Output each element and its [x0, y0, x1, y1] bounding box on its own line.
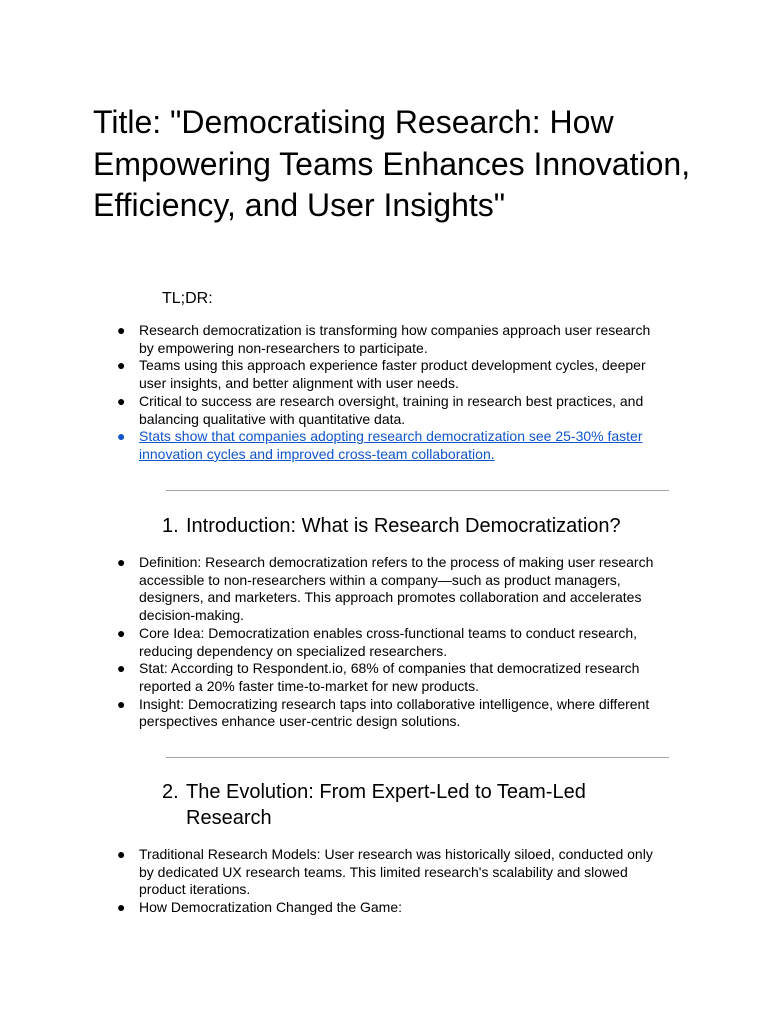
list-item-text: Stat: According to Respondent.io, 68% of companies that democratized research reported a 20% faster time-to-market for new products.	[139, 660, 640, 694]
list-item-text: Insight: Democratizing research taps into collaborative intelligence, where different perspectives enhance user-centric design solutions.	[139, 695, 650, 730]
bullet-icon: ●	[117, 660, 126, 677]
bullet-icon: ●	[117, 899, 126, 916]
tldr-label: TL;DR:	[162, 290, 213, 307]
list-item	[117, 428, 662, 463]
list-item-text: Definition: Research democratization refers to the process of making user research accessible to non-researchers within a company—such as product managers, designers, and marketers. This approach promotes collaboration and accelerates decision-making.	[139, 554, 654, 624]
bullet-icon: ●	[117, 624, 126, 641]
list-item-text: Critical to success are research oversight, training in research best practices, and balancing qualitative with quantitative data.	[139, 392, 644, 427]
section-heading-introduction	[162, 513, 642, 539]
section-number: 1.	[162, 515, 179, 537]
section-heading-text: The Evolution: From Expert-Led to Team-Led Research	[186, 781, 586, 829]
bullet-icon: ●	[117, 695, 126, 712]
section-heading-text: Introduction: What is Research Democratization?	[186, 515, 621, 537]
list-item	[117, 899, 662, 917]
bullet-icon: ●	[117, 322, 126, 338]
list-item	[117, 554, 662, 625]
section-divider	[166, 490, 669, 491]
list-item	[117, 322, 662, 357]
bullet-icon: ●	[117, 846, 126, 862]
list-item-text: Core Idea: Democratization enables cross-functional teams to conduct research, reducing dependency on specialized researchers.	[139, 624, 638, 659]
bullet-icon: ●	[117, 392, 126, 409]
section-divider	[166, 757, 669, 758]
introduction-list	[117, 554, 662, 731]
list-item	[117, 625, 662, 660]
tldr-list	[117, 322, 662, 464]
list-item	[117, 846, 662, 899]
stats-link[interactable]: Stats show that companies adopting research democratization see 25-30% faster innovation cycles and improved cross-team collaboration.	[139, 428, 643, 462]
bullet-icon: ●	[117, 428, 126, 445]
list-item	[117, 357, 662, 392]
list-item	[117, 696, 662, 731]
list-item-text: Research democratization is transforming how companies approach user research by empowering non-researchers to participate.	[139, 322, 651, 356]
section-heading-evolution	[162, 779, 642, 831]
document-title: Title: "Democratising Research: How Empowering Teams Enhances Innovation, Efficiency, and User Insights"	[93, 104, 691, 223]
bullet-icon: ●	[117, 554, 126, 570]
evolution-list	[117, 846, 662, 917]
list-item-text: Teams using this approach experience faster product development cycles, deeper user insights, and better alignment with user needs.	[139, 357, 646, 392]
list-item	[117, 393, 662, 428]
bullet-icon: ●	[117, 357, 126, 374]
section-number: 2.	[162, 781, 179, 803]
list-item	[117, 660, 662, 695]
list-item-text: Traditional Research Models: User research was historically siloed, conducted only by dedicated UX research teams. This limited research's scalability and slowed product iterations.	[139, 846, 653, 898]
list-item-text: How Democratization Changed the Game:	[139, 899, 403, 916]
